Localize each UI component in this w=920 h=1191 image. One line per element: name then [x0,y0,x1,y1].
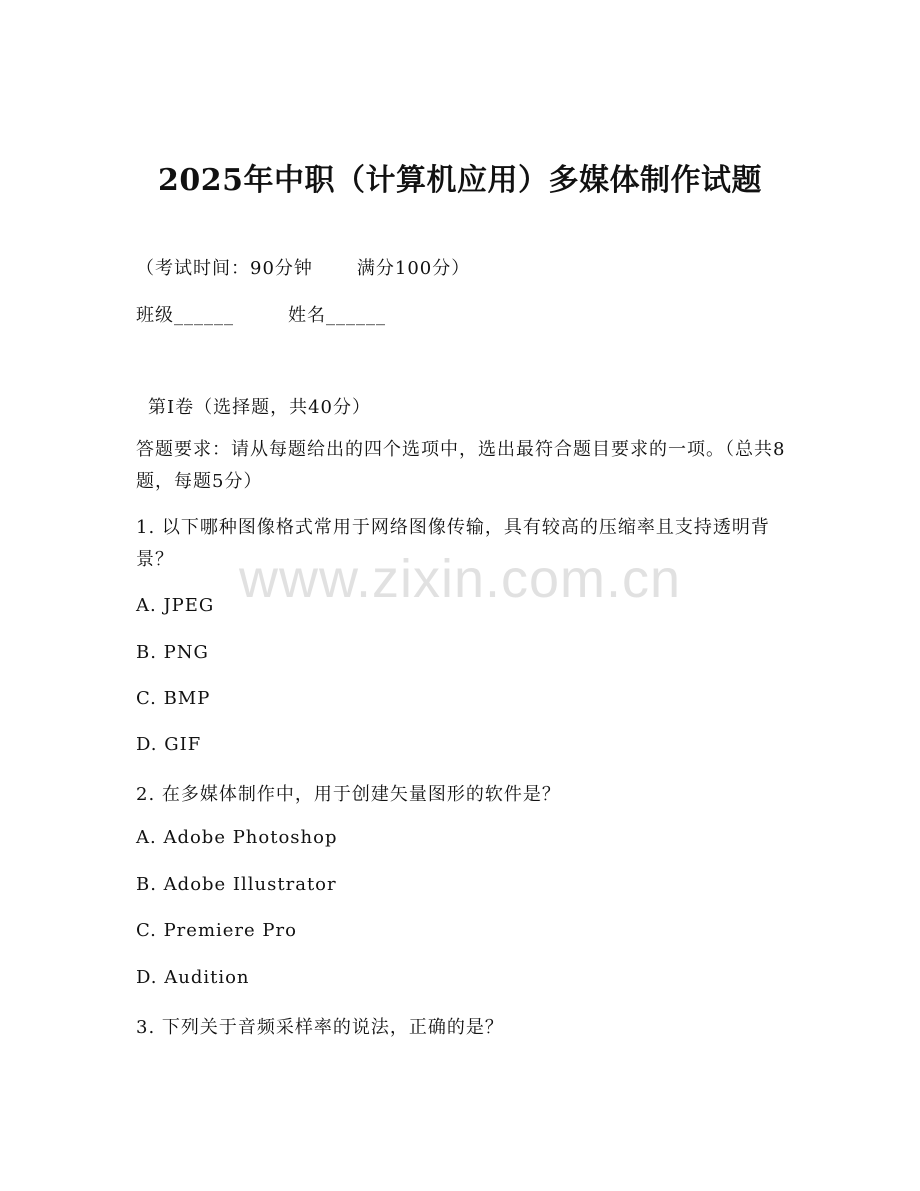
student-fields [136,301,386,327]
question-1-option-b: B. PNG [136,642,209,663]
section-heading: 第I卷（选择题，共40分） [148,397,372,418]
exam-full-score: 满分100分） [356,258,471,279]
exam-time: （考试时间：90分钟 [136,258,313,279]
question-2-option-b: B. Adobe Illustrator [136,874,337,895]
question-2-stem: 2. 在多媒体制作中，用于创建矢量图形的软件是？ [136,784,561,805]
document-title: 2025年中职（计算机应用）多媒体制作试题 [158,163,762,198]
class-field: 班级______ [136,305,234,326]
section-instructions: 答题要求：请从每题给出的四个选项中，选出最符合题目要求的一项。（总共8题，每题5分） [136,439,786,492]
question-2-option-a: A. Adobe Photoshop [136,827,338,848]
question-1-stem: 1. 以下哪种图像格式常用于网络图像传输，具有较高的压缩率且支持透明背景？ [136,517,770,570]
question-1-option-a: A. JPEG [136,595,215,616]
question-2-option-d: D. Audition [136,967,250,988]
watermark: www.zixin.com.cn [238,549,682,609]
question-1-option-d: D. GIF [136,734,202,755]
exam-info [136,254,470,280]
question-2-option-c: C. Premiere Pro [136,920,297,941]
name-field: 姓名______ [288,305,386,326]
question-1-option-c: C. BMP [136,688,211,709]
question-3-stem: 3. 下列关于音频采样率的说法，正确的是？ [136,1017,504,1038]
